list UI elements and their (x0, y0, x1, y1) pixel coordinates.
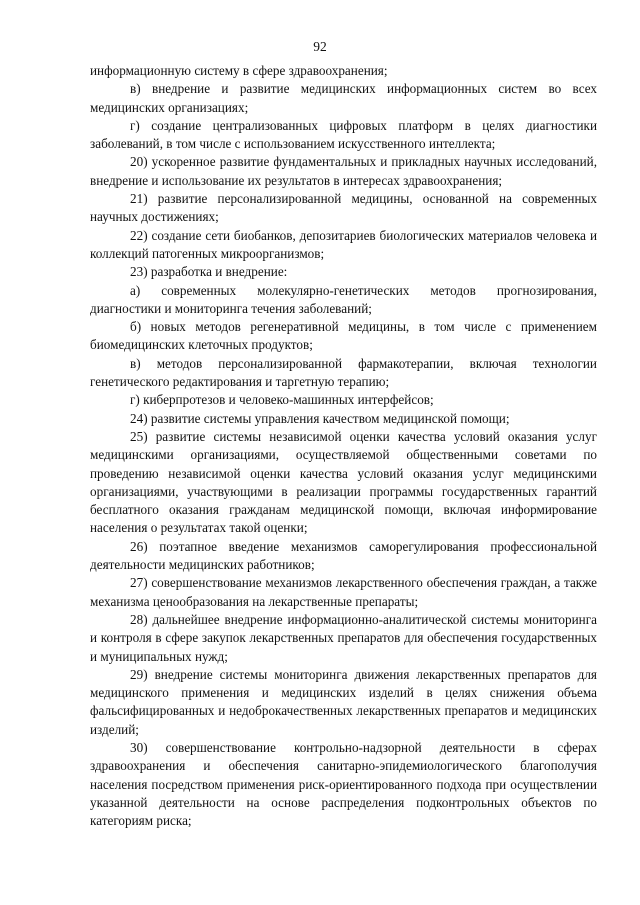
paragraph-item-28: 28) дальнейшее внедрение информационно-аналитической системы мониторинга и контроля в сфере закупок лекарственных препаратов для обеспечения государственных и муниципальных нужд; (90, 611, 597, 664)
paragraph-item-23-g: г) киберпротезов и человеко-машинных интерфейсов; (130, 392, 434, 408)
paragraph-continuation: информационную систему в сфере здравоохранения; (90, 63, 388, 78)
paragraph-item-21: 21) развитие персонализированной медицины, основанной на современных научных достижениях; (90, 191, 597, 225)
paragraph-item-23-a: а) современных молекулярно-генетических методов прогнозирования, диагностики и мониторинга течения заболеваний; (90, 282, 597, 316)
paragraph-item-23-v: в) методов персонализированной фармакотерапии, включая технологии генетического редактирования и таргетную терапию; (90, 355, 597, 390)
paragraph-item-27: 27) совершенствование механизмов лекарственного обеспечения граждан, а также механизма ценообразования на лекарственные препараты; (90, 575, 597, 609)
paragraph-item-22: 22) создание сети биобанков, депозитариев биологических материалов человека и коллекций патогенных микроорганизмов; (90, 227, 597, 261)
paragraph-item-25: 25) развитие системы независимой оценки качества условий оказания услуг медицинскими организациями, осуществляемой общественными советами по проведению независимой оценки качества условий оказания услуг медицинскими организациями, участвующими в реализации программы государственных гарантий бесплатного оказания гражданам медицинской помощи, включая информирование населения о результатах такой оценки; (90, 428, 597, 536)
paragraph-item-20: 20) ускоренное развитие фундаментальных и прикладных научных исследований, внедрение и использование их результатов в интересах здравоохранения; (90, 154, 597, 188)
paragraph-item-23-b: б) новых методов регенеративной медицины, в том числе с применением биомедицинских клеточных продуктов; (90, 319, 597, 353)
paragraph-item-26: 26) поэтапное введение механизмов саморегулирования профессиональной деятельности медицинских работников; (90, 538, 597, 573)
paragraph-item-v-medical-info-systems: в) внедрение и развитие медицинских информационных систем во всех медицинских организациях; (90, 81, 597, 115)
paragraph-item-g-digital-platforms: г) создание централизованных цифровых платформ в целях диагностики заболеваний, в том числе с использованием искусственного интеллекта; (90, 117, 597, 152)
paragraph-item-24: 24) развитие системы управления качеством медицинской помощи; (130, 410, 510, 426)
page-body (90, 62, 597, 830)
paragraph-item-30: 30) совершенствование контрольно-надзорной деятельности в сферах здравоохранения и обеспечения санитарно-эпидемиологического благополучия населения посредством применения риск-ориентированного подхода при осуществлении указанной деятельности на основе распределения подконтрольных объектов по категориям риска; (90, 739, 597, 829)
paragraph-item-29: 29) внедрение системы мониторинга движения лекарственных препаратов для медицинского применения и медицинских изделий в целях снижения объема фальсифицированных и недоброкачественных лекарственных препаратов и медицинских изделий; (90, 666, 597, 737)
paragraph-item-23: 23) разработка и внедрение: (130, 264, 288, 280)
page-number: 92 (313, 39, 327, 54)
